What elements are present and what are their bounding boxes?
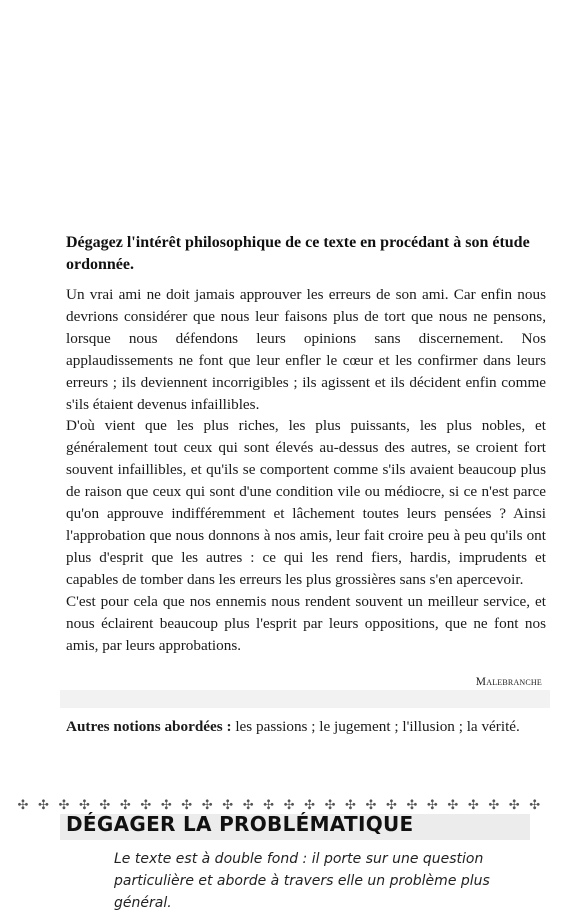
ornament-icon: ✣ (140, 797, 152, 813)
ornament-icon: ✣ (447, 797, 459, 813)
other-notions-list: les passions ; le jugement ; l'illusion ; la vérité. (231, 718, 520, 735)
excerpt-paragraph-3: C'est pour cela que nos ennemis nous rendent souvent un meilleur service, et nous éclairent beaucoup plus l'esprit par leurs oppositions, que ne font nos amis, par leurs approbations. (66, 592, 546, 654)
ornament-icon: ✣ (529, 797, 541, 813)
ornament-icon: ✣ (181, 797, 193, 813)
author-signature: Malebranche (475, 676, 542, 688)
ornament-icon: ✣ (242, 797, 254, 813)
ornament-icon: ✣ (488, 797, 500, 813)
excerpt-text (66, 284, 546, 656)
ornament-icon: ✣ (365, 797, 377, 813)
other-notions (66, 716, 546, 738)
ornament-icon: ✣ (324, 797, 336, 813)
ornament-icon: ✣ (263, 797, 275, 813)
ornament-icon: ✣ (78, 797, 90, 813)
excerpt-paragraph-2: D'où vient que les plus riches, les plus puissants, les plus nobles, et généralement tout ceux qui sont élevés au-dessus des autres, se croient fort souvent infaillibles, et qu'ils se comportent comme s'ils avaient beaucoup plus de raison que ceux qui sont d'une condition vile ou médiocre, si ce n'est parce qu'on approuve indifféremment et lâchement toutes leurs pensées ? Ainsi l'approbation que nous donnons à nos amis, leur fait croire peu à peu qu'ils ont plus d'esprit que les autres : ce qui les rend fiers, hardis, imprudents et capables de tomber dans les erreurs les plus grossières sans s'en apercevoir. (66, 417, 546, 588)
ornament-icon: ✣ (467, 797, 479, 813)
excerpt-paragraph-1: Un vrai ami ne doit jamais approuver les erreurs de son ami. Car enfin nous devrions considérer que nous leur faisons plus de tort que nous ne pensons, lorsque nous défendons leurs opinions sans discernement. Nos applaudissements ne font que leur enfler le cœur et les confirmer dans leurs erreurs ; ils deviennent incorrigibles ; ils agissent et ils décident enfin comme s'ils étaient devenus infaillibles. (66, 286, 546, 413)
ornament-icon: ✣ (222, 797, 234, 813)
exam-question: Dégagez l'intérêt philosophique de ce texte en procédant à son étude ordonnée. (66, 234, 530, 273)
ornament-icon: ✣ (201, 797, 213, 813)
ornament-icon: ✣ (283, 797, 295, 813)
ornament-icon: ✣ (304, 797, 316, 813)
section-intro: Le texte est à double fond : il porte sur une question particulière et aborde à travers elle un problème plus général. (114, 851, 490, 911)
section-title: DÉGAGER LA PROBLÉMATIQUE (66, 812, 414, 836)
ornament-icon: ✣ (385, 797, 397, 813)
ornament-icon: ✣ (99, 797, 111, 813)
ornament-icon: ✣ (426, 797, 438, 813)
ornament-icon: ✣ (160, 797, 172, 813)
ornament-icon: ✣ (508, 797, 520, 813)
author-shade-band (60, 690, 550, 708)
ornament-icon: ✣ (406, 797, 418, 813)
ornament-icon: ✣ (119, 797, 131, 813)
other-notions-label: Autres notions abordées : (66, 718, 232, 735)
ornament-icon: ✣ (17, 797, 29, 813)
ornament-icon: ✣ (58, 797, 70, 813)
ornament-icon: ✣ (345, 797, 356, 813)
ornament-icon: ✣ (38, 797, 49, 813)
